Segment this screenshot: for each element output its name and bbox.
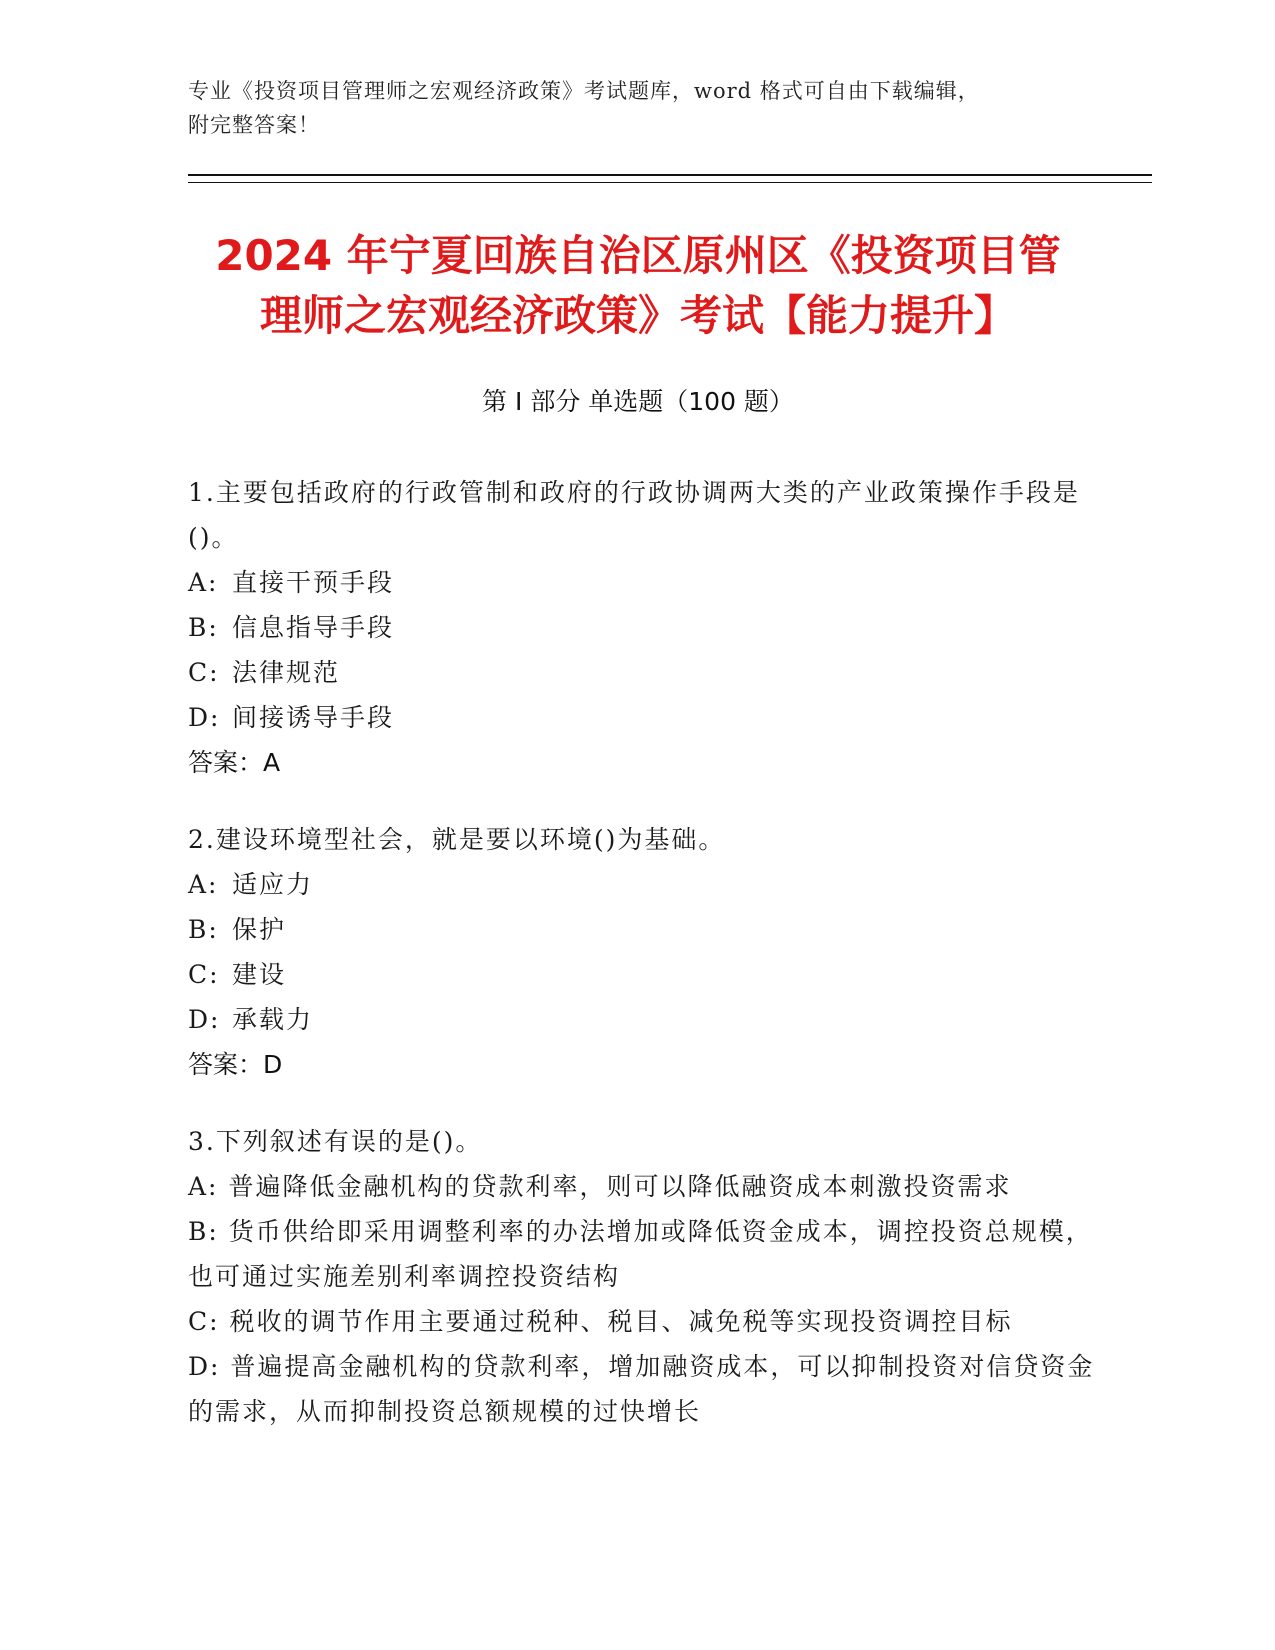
option-b bbox=[188, 605, 1098, 650]
option-text: 适应力 bbox=[232, 870, 314, 899]
option-key: A: bbox=[188, 870, 219, 899]
option-d bbox=[188, 1344, 1098, 1434]
header-note-line-1: 专业《投资项目管理师之宏观经济政策》考试题库，word 格式可自由下载编辑， bbox=[188, 79, 980, 103]
option-text: 普遍提高金融机构的贷款利率，增加融资成本，可以抑制投资对信贷资金的需求，从而抑制投资总额规模的过快增长 bbox=[188, 1352, 1095, 1426]
option-key: C: bbox=[188, 960, 220, 989]
option-key: A: bbox=[188, 1172, 219, 1201]
option-c bbox=[188, 1299, 1098, 1344]
option-a bbox=[188, 1164, 1098, 1209]
header-note bbox=[188, 74, 1088, 142]
option-text: 保护 bbox=[232, 915, 287, 944]
option-text: 货币供给即采用调整利率的办法增加或降低资金成本，调控投资总规模，也可通过实施差别利率调控投资结构 bbox=[188, 1217, 1093, 1291]
option-key: D: bbox=[188, 1005, 221, 1034]
option-text: 承载力 bbox=[232, 1005, 314, 1034]
option-b bbox=[188, 907, 1098, 952]
answer-line: 答案：D bbox=[188, 1050, 283, 1079]
option-key: B: bbox=[188, 613, 219, 642]
option-b bbox=[188, 1209, 1098, 1299]
question-3 bbox=[188, 1119, 1098, 1434]
header-rule-thin bbox=[188, 182, 1152, 183]
option-c bbox=[188, 952, 1098, 997]
question-stem: 3.下列叙述有误的是()。 bbox=[188, 1127, 483, 1156]
option-key: C: bbox=[188, 1307, 220, 1336]
option-key: D: bbox=[188, 703, 221, 732]
option-text: 间接诱导手段 bbox=[232, 703, 395, 732]
page-title bbox=[188, 226, 1088, 346]
option-text: 法律规范 bbox=[232, 658, 341, 687]
question-stem: 1.主要包括政府的行政管制和政府的行政协调两大类的产业政策操作手段是()。 bbox=[188, 478, 1080, 552]
option-a bbox=[188, 862, 1098, 907]
option-key: B: bbox=[188, 1217, 219, 1246]
option-text: 税收的调节作用主要通过税种、税目、减免税等实现投资调控目标 bbox=[229, 1307, 1013, 1336]
option-key: C: bbox=[188, 658, 220, 687]
option-c bbox=[188, 650, 1098, 695]
option-a bbox=[188, 560, 1098, 605]
question-list bbox=[188, 470, 1098, 1466]
page-title-line-2: 理师之宏观经济政策》考试【能力提升】 bbox=[259, 291, 1016, 340]
option-d bbox=[188, 997, 1098, 1042]
question-2 bbox=[188, 817, 1098, 1087]
option-text: 直接干预手段 bbox=[232, 568, 395, 597]
page-title-line-1: 2024 年宁夏回族自治区原州区《投资项目管 bbox=[215, 231, 1061, 280]
option-key: A: bbox=[188, 568, 219, 597]
option-text: 信息指导手段 bbox=[232, 613, 395, 642]
option-text: 建设 bbox=[232, 960, 287, 989]
answer-line: 答案：A bbox=[188, 748, 281, 777]
header-rule-thick bbox=[188, 174, 1152, 176]
header-note-line-2: 附完整答案！ bbox=[188, 113, 320, 137]
option-key: B: bbox=[188, 915, 219, 944]
question-stem: 2.建设环境型社会，就是要以环境()为基础。 bbox=[188, 825, 726, 854]
question-1 bbox=[188, 470, 1098, 785]
option-text: 普遍降低金融机构的贷款利率，则可以降低融资成本刺激投资需求 bbox=[228, 1172, 1012, 1201]
option-key: D: bbox=[188, 1352, 221, 1381]
option-d bbox=[188, 695, 1098, 740]
section-heading: 第 I 部分 单选题（100 题） bbox=[482, 387, 794, 416]
